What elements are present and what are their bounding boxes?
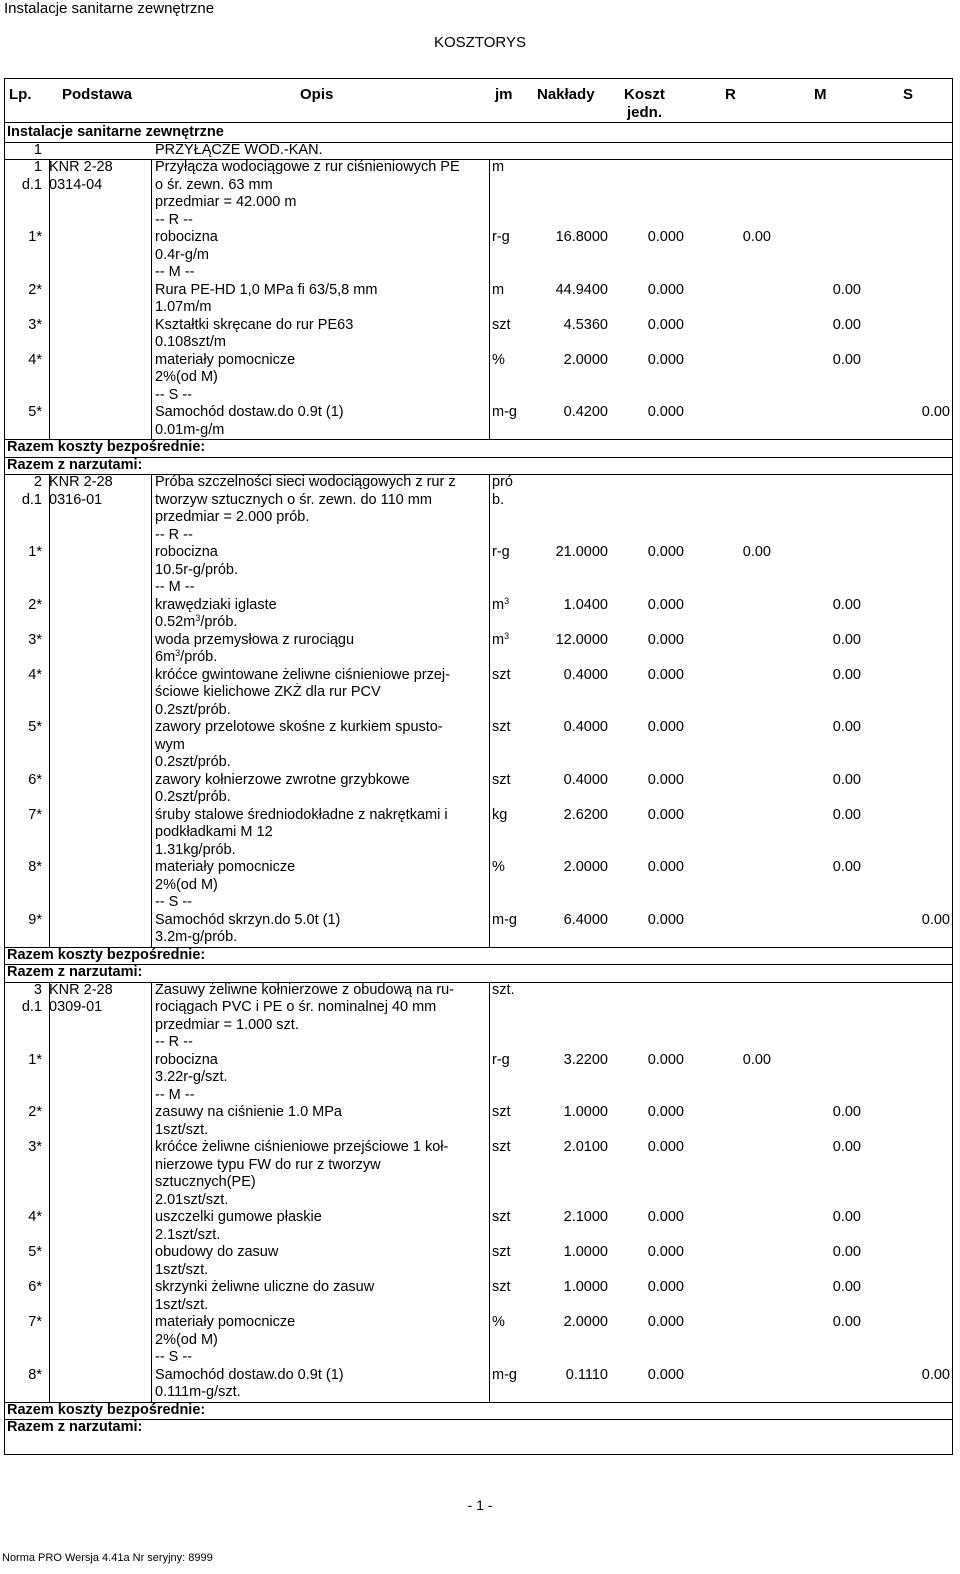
resource-name: wym (155, 736, 185, 753)
total-with-markups: Razem z narzutami: (7, 964, 143, 980)
resource-note: -- S -- (155, 894, 193, 910)
resource-note: 1szt/szt. (155, 1261, 209, 1278)
resource-name: materiały pomocnicze (155, 859, 296, 875)
resource-note: 0.108szt/m (155, 334, 226, 350)
resource-amount: 1.0000 (563, 1244, 608, 1260)
position-unit: m (492, 159, 505, 175)
resource-value-s: 0.00 (921, 404, 950, 420)
resource-number: 3* (28, 316, 42, 333)
col-header-jm: jm (495, 86, 513, 103)
resource-number: 7* (28, 806, 42, 823)
resource-note: -- S -- (155, 1349, 193, 1365)
resource-note: 1szt/szt. (155, 1121, 209, 1138)
position-description: Przyłącza wodociągowe z rur ciśnieniowych PE (155, 159, 460, 175)
position-number: 3 (33, 981, 42, 998)
resource-name: obudowy do zasuw (155, 1244, 279, 1260)
resource-value-m: 0.00 (832, 1104, 861, 1120)
position-description: o śr. zewn. 63 mm (155, 176, 273, 193)
resource-note: 0.2szt/prób. (155, 701, 231, 718)
page-header-title: Instalacje sanitarne zewnętrzne (4, 0, 215, 17)
resource-unit: % (492, 351, 505, 368)
resource-unit: kg (492, 806, 508, 823)
resource-name: ściowe kielichowe ZKŻ dla rur PCV (155, 684, 381, 700)
resource-amount: 6.4000 (563, 911, 608, 928)
resource-amount: 2.0000 (563, 351, 608, 368)
resource-note: 1.07m/m (155, 299, 212, 315)
position-unit: pró (492, 474, 513, 490)
resource-unit-cost: 0.000 (647, 316, 684, 333)
resource-unit: r-g (492, 229, 510, 245)
basis-catalog: KNR 2-28 (49, 474, 113, 490)
resource-value-r: 0.00 (742, 1051, 771, 1068)
resource-unit: r-g (492, 544, 510, 560)
resource-number: 6* (28, 1279, 42, 1295)
total-with-markups: Razem z narzutami: (7, 1419, 143, 1435)
resource-amount: 12.0000 (555, 631, 608, 648)
resource-unit: m-g (492, 404, 517, 420)
col-header-opis: Opis (300, 86, 334, 103)
resource-unit-cost: 0.000 (647, 281, 684, 298)
resource-unit-cost: 0.000 (647, 771, 684, 788)
superscript: 3 (504, 630, 510, 641)
resource-note: 1szt/szt. (155, 1296, 209, 1313)
resource-number: 4* (28, 666, 42, 683)
resource-note: -- R -- (155, 211, 193, 228)
resource-note: 0.2szt/prób. (155, 789, 231, 805)
resource-name: Samochód dostaw.do 0.9t (1) (155, 1366, 344, 1383)
resource-unit-cost: 0.000 (647, 859, 684, 875)
resource-number: 5* (28, 719, 42, 735)
resource-unit-cost: 0.000 (647, 1244, 684, 1260)
resource-unit: szt (492, 1209, 511, 1225)
report-title: KOSZTORYS (434, 34, 526, 51)
resource-amount: 16.8000 (555, 229, 608, 245)
resource-unit-cost: 0.000 (647, 1139, 684, 1155)
resource-unit: $m^3$ (492, 630, 510, 648)
superscript: 3 (195, 613, 201, 623)
resource-amount: 2.0000 (563, 1314, 608, 1330)
resource-number: 1* (28, 544, 42, 560)
total-direct-costs: Razem koszty bezpośrednie: (7, 1401, 206, 1418)
resource-number: 9* (28, 911, 42, 928)
resource-note: $0.52m^3$/prób. (155, 613, 238, 630)
col-header-naklady: Nakłady (537, 86, 595, 103)
resource-number: 3* (28, 631, 42, 648)
resource-number: 2* (28, 596, 42, 613)
resource-unit: m-g (492, 911, 517, 928)
resource-note: 2.01szt/szt. (155, 1191, 229, 1208)
resource-amount: 1.0000 (563, 1104, 608, 1120)
resource-unit: szt (492, 1139, 511, 1155)
resource-amount: 2.1000 (563, 1209, 608, 1225)
resource-name: sztucznych(PE) (155, 1174, 256, 1190)
col-header-koszt: Koszt (624, 86, 665, 103)
resource-unit-cost: 0.000 (647, 666, 684, 683)
resource-unit-cost: 0.000 (647, 544, 684, 560)
resource-note: 0.01m-g/m (155, 421, 225, 438)
resource-unit-cost: 0.000 (647, 1279, 684, 1295)
resource-name: Samochód skrzyn.do 5.0t (1) (155, 911, 341, 928)
resource-value-m: 0.00 (832, 806, 861, 823)
column-rule (151, 474, 152, 947)
resource-value-m: 0.00 (832, 1244, 861, 1260)
resource-name: nierzowe typu FW do rur z tworzyw (155, 1156, 381, 1173)
basis-catalog: KNR 2-28 (49, 981, 113, 998)
resource-number: 6* (28, 771, 42, 788)
resource-number: 1* (28, 1051, 42, 1068)
resource-name: krawędziaki iglaste (155, 596, 277, 613)
resource-value-m: 0.00 (832, 1209, 861, 1225)
position-description: Próba szczelności sieci wodociągowych z rur z (155, 474, 456, 490)
resource-name: śruby stalowe średniodokładne z nakrętkami i (155, 806, 448, 823)
position-suffix: d.1 (21, 999, 42, 1015)
basis-code: 0314-04 (49, 176, 103, 193)
resource-unit-cost: 0.000 (647, 911, 684, 928)
resource-number: 2* (28, 281, 42, 298)
resource-unit: r-g (492, 1051, 510, 1068)
column-rule (489, 474, 490, 947)
position-unit: szt. (492, 981, 515, 998)
resource-name: Kształtki skręcane do rur PE63 (155, 316, 354, 333)
header-separator (4, 122, 953, 123)
position-unit: b. (492, 491, 505, 508)
basis-code: 0309-01 (49, 999, 103, 1015)
resource-name: zasuwy na ciśnienie 1.0 MPa (155, 1104, 342, 1120)
resource-unit: % (492, 859, 505, 875)
resource-amount: 2.0100 (563, 1139, 608, 1155)
resource-note: 0.2szt/prób. (155, 754, 231, 770)
row-rule (4, 982, 953, 983)
resource-note: 0.4r-g/m (155, 246, 209, 263)
resource-unit: szt (492, 1104, 511, 1120)
resource-number: 4* (28, 1209, 42, 1225)
resource-note: 0.111m-g/szt. (155, 1384, 241, 1400)
resource-number: 3* (28, 1139, 42, 1155)
section-title: Instalacje sanitarne zewnętrzne (7, 124, 224, 140)
quantity-preview: przedmiar = 2.000 prób. (155, 509, 310, 525)
total-direct-costs: Razem koszty bezpośrednie: (7, 946, 206, 963)
resource-name: Samochód dostaw.do 0.9t (1) (155, 404, 344, 420)
row-rule (4, 1419, 953, 1420)
resource-unit: szt (492, 316, 511, 333)
position-suffix: d.1 (21, 491, 42, 508)
resource-unit-cost: 0.000 (647, 351, 684, 368)
resource-name: króćce żeliwne ciśnieniowe przejściowe 1 koł- (155, 1139, 449, 1155)
resource-unit-cost: 0.000 (647, 229, 684, 245)
resource-name: robocizna (155, 544, 218, 560)
group-title: PRZYŁĄCZE WOD.-KAN. (155, 141, 323, 158)
position-description: Zasuwy żeliwne kołnierzowe z obudową na ru- (155, 981, 455, 998)
basis-catalog: KNR 2-28 (49, 159, 113, 175)
resource-note: -- M -- (155, 264, 195, 280)
resource-amount: 1.0000 (563, 1279, 608, 1295)
resource-value-m: 0.00 (832, 719, 861, 735)
resource-note: -- R -- (155, 1034, 193, 1050)
resource-note: 10.5r-g/prób. (155, 561, 239, 578)
row-rule (4, 457, 953, 458)
superscript: 3 (504, 595, 510, 606)
resource-name: woda przemysłowa z rurociągu (155, 631, 355, 648)
total-with-markups: Razem z narzutami: (7, 456, 143, 473)
column-rule (489, 982, 490, 1402)
resource-unit: m (492, 281, 505, 298)
resource-amount: 0.1110 (565, 1366, 608, 1383)
resource-value-r: 0.00 (742, 544, 771, 560)
resource-unit: $m^3$ (492, 595, 510, 613)
resource-unit-cost: 0.000 (647, 1051, 684, 1068)
software-footer: Norma PRO Wersja 4.41a Nr seryjny: 8999 (2, 1552, 213, 1564)
resource-note: -- S -- (155, 386, 193, 403)
resource-unit-cost: 0.000 (647, 1366, 684, 1383)
quantity-preview: przedmiar = 1.000 szt. (155, 1016, 299, 1033)
column-rule (151, 159, 152, 439)
resource-value-m: 0.00 (832, 596, 861, 613)
basis-code: 0316-01 (49, 491, 103, 508)
resource-number: 8* (28, 1366, 42, 1383)
resource-name: zawory przelotowe skośne z kurkiem spusto- (155, 719, 443, 735)
resource-note: -- M -- (155, 579, 195, 595)
resource-amount: 0.4000 (563, 719, 608, 735)
resource-number: 5* (28, 404, 42, 420)
position-description: rociągach PVC i PE o śr. nominalnej 40 mm (155, 999, 437, 1015)
resource-note: 2%(od M) (155, 369, 218, 385)
resource-note: -- R -- (155, 526, 193, 543)
column-rule (49, 474, 50, 947)
resource-amount: 0.4000 (563, 771, 608, 788)
col-header-s: S (903, 86, 914, 103)
column-rule (49, 159, 50, 439)
resource-unit: szt (492, 666, 511, 683)
resource-unit-cost: 0.000 (647, 596, 684, 613)
column-rule (489, 159, 490, 439)
resource-value-m: 0.00 (832, 859, 861, 875)
resource-note: 2%(od M) (155, 876, 218, 893)
resource-name: zawory kołnierzowe zwrotne grzybkowe (155, 771, 410, 788)
column-rule (151, 982, 152, 1402)
resource-value-s: 0.00 (921, 1366, 950, 1383)
position-number: 2 (33, 474, 42, 490)
resource-unit: szt (492, 1244, 511, 1260)
resource-name: skrzynki żeliwne uliczne do zasuw (155, 1279, 375, 1295)
row-rule (4, 474, 953, 475)
resource-note: 1.31kg/prób. (155, 841, 236, 858)
resource-unit: szt (492, 1279, 511, 1295)
resource-name: materiały pomocnicze (155, 1314, 296, 1330)
resource-unit: szt (492, 771, 511, 788)
col-header-podstawa: Podstawa (62, 86, 133, 103)
resource-unit: % (492, 1314, 505, 1330)
position-number: 1 (33, 159, 42, 175)
resource-number: 7* (28, 1314, 42, 1330)
resource-unit-cost: 0.000 (647, 1104, 684, 1120)
resource-name: podkładkami M 12 (155, 824, 273, 840)
resource-note: 3.2m-g/prób. (155, 929, 238, 945)
resource-note: 2%(od M) (155, 1331, 218, 1348)
resource-amount: 1.0400 (563, 596, 608, 613)
resource-note: $6m^3$/prób. (155, 648, 218, 665)
resource-value-m: 0.00 (832, 631, 861, 648)
resource-amount: 0.4000 (563, 666, 608, 683)
resource-unit: m-g (492, 1366, 517, 1383)
resource-amount: 2.6200 (563, 806, 608, 823)
resource-value-m: 0.00 (832, 1314, 861, 1330)
resource-amount: 21.0000 (555, 544, 608, 560)
resource-value-m: 0.00 (832, 281, 861, 298)
resource-number: 8* (28, 859, 42, 875)
col-header-r: R (725, 86, 736, 103)
resource-unit-cost: 0.000 (647, 631, 684, 648)
resource-unit-cost: 0.000 (647, 806, 684, 823)
resource-note: -- M -- (155, 1086, 195, 1103)
resource-unit-cost: 0.000 (647, 404, 684, 420)
resource-name: materiały pomocnicze (155, 351, 296, 368)
resource-amount: 2.0000 (563, 859, 608, 875)
resource-note-suffix: /prób. (180, 649, 218, 665)
row-rule (4, 142, 953, 143)
resource-name: Rura PE-HD 1,0 MPa fi 63/5,8 mm (155, 281, 378, 298)
resource-value-r: 0.00 (742, 229, 771, 245)
total-direct-costs: Razem koszty bezpośrednie: (7, 439, 206, 455)
col-header-koszt-jedn: jedn. (627, 104, 663, 121)
resource-unit-cost: 0.000 (647, 719, 684, 735)
quantity-preview: przedmiar = 42.000 m (155, 194, 297, 210)
resource-unit: szt (492, 719, 511, 735)
resource-name: uszczelki gumowe płaskie (155, 1209, 322, 1225)
resource-note: 3.22r-g/szt. (155, 1069, 228, 1085)
resource-number: 2* (28, 1104, 42, 1120)
resource-number: 1* (28, 229, 42, 245)
resource-amount: 4.5360 (563, 316, 608, 333)
resource-name: króćce gwintowane żeliwne ciśnieniowe przej- (155, 666, 450, 683)
resource-amount: 3.2200 (563, 1051, 608, 1068)
resource-name: robocizna (155, 1051, 218, 1068)
resource-number: 4* (28, 351, 42, 368)
superscript: 3 (175, 648, 181, 658)
resource-value-m: 0.00 (832, 666, 861, 683)
page-number: - 1 - (467, 1497, 493, 1513)
resource-note-suffix: /prób. (200, 614, 238, 630)
resource-value-s: 0.00 (921, 911, 950, 928)
group-number: 1 (33, 141, 42, 158)
resource-value-m: 0.00 (832, 1139, 861, 1155)
resource-unit-cost: 0.000 (647, 1314, 684, 1330)
resource-value-m: 0.00 (832, 316, 861, 333)
resource-unit-cost: 0.000 (647, 1209, 684, 1225)
row-rule (4, 159, 953, 160)
col-header-m: M (814, 86, 827, 103)
resource-name: robocizna (155, 229, 218, 245)
col-header-lp: Lp. (9, 86, 32, 103)
column-rule (49, 982, 50, 1402)
resource-amount: 44.9400 (555, 281, 608, 298)
resource-amount: 0.4200 (563, 404, 608, 420)
resource-value-m: 0.00 (832, 351, 861, 368)
position-description: tworzyw sztucznych o śr. zewn. do 110 mm (155, 491, 432, 508)
resource-number: 5* (28, 1244, 42, 1260)
row-rule (4, 964, 953, 965)
resource-note: 2.1szt/szt. (155, 1226, 221, 1243)
resource-value-m: 0.00 (832, 1279, 861, 1295)
resource-value-m: 0.00 (832, 771, 861, 788)
position-suffix: d.1 (21, 176, 42, 193)
